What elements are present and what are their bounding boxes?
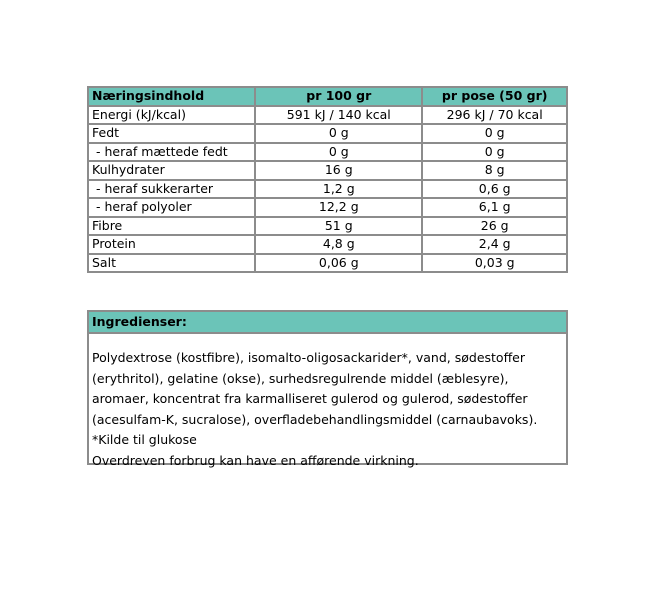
table-row [88,235,567,254]
nutrition-header-per-100g: pr 100 gr [255,87,422,106]
table-row [88,254,567,273]
table-row [88,124,567,143]
ingredients-text: Polydextrose (kostfibre), isomalto-oligosackarider*, vand, sødestoffer (erythritol), gelatine (okse), surhedsregulrende middel (æblesyre), aromaer, koncentrat fra karmalliseret gulerod og gulerod, sødestoffer (acesulfam-K, sucralose), overfladebehandlingsmiddel (carnaubavoks). *Kilde til glukose [92,350,538,447]
row-label: Protein [88,235,255,254]
nutrition-header-per-bag: pr pose (50 gr) [422,87,567,106]
row-value-per-100g: 4,8 g [255,235,422,254]
nutrition-header-row [88,87,567,106]
ingredients-title: Ingredienser: [89,312,566,334]
row-label: Kulhydrater [88,161,255,180]
row-value-per-bag: 2,4 g [422,235,567,254]
ingredients-box [87,310,568,468]
table-row [88,106,567,125]
row-label: Fibre [88,217,255,236]
table-row [88,180,567,199]
row-value-per-100g: 0 g [255,143,422,162]
row-value-per-100g: 51 g [255,217,422,236]
ingredients-warning: Overdreven forbrug kan have en afførende virkning. [92,452,419,468]
ingredients-body [89,334,566,471]
row-value-per-100g: 591 kJ / 140 kcal [255,106,422,125]
nutrition-header-label: Næringsindhold [88,87,255,106]
row-value-per-100g: 1,2 g [255,180,422,199]
row-value-per-100g: 16 g [255,161,422,180]
row-value-per-100g: 12,2 g [255,198,422,217]
row-value-per-bag: 296 kJ / 70 kcal [422,106,567,125]
table-row [88,198,567,217]
row-label: - heraf polyoler [88,198,255,217]
row-label: Fedt [88,124,255,143]
row-value-per-bag: 6,1 g [422,198,567,217]
row-value-per-100g: 0,06 g [255,254,422,273]
row-value-per-bag: 0 g [422,143,567,162]
row-value-per-100g: 0 g [255,124,422,143]
row-label: - heraf mættede fedt [88,143,255,162]
table-row [88,161,567,180]
row-label: - heraf sukkerarter [88,180,255,199]
row-value-per-bag: 0,6 g [422,180,567,199]
table-row [88,217,567,236]
row-value-per-bag: 26 g [422,217,567,236]
nutrition-table [87,86,568,273]
row-value-per-bag: 0 g [422,124,567,143]
row-label: Energi (kJ/kcal) [88,106,255,125]
row-value-per-bag: 0,03 g [422,254,567,273]
row-value-per-bag: 8 g [422,161,567,180]
table-row [88,143,567,162]
row-label: Salt [88,254,255,273]
